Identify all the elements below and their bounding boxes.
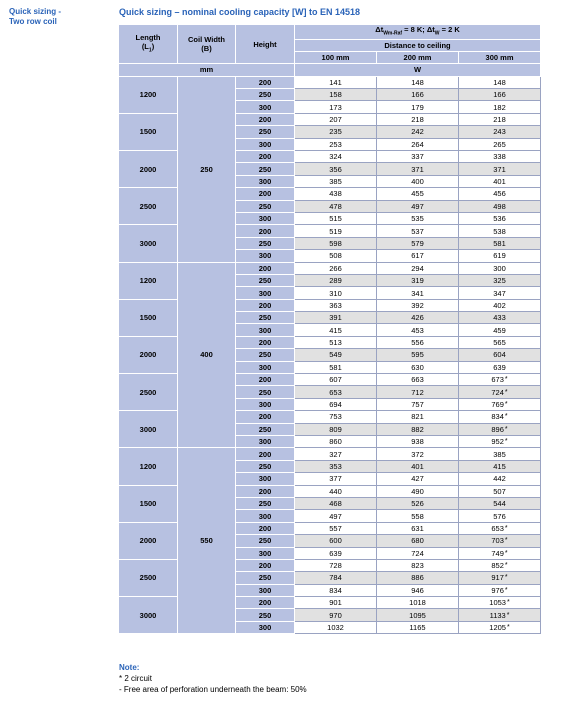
value-cell-200mm: 680: [377, 535, 459, 547]
value-cell-300mm: [459, 237, 541, 249]
height-cell: 200: [236, 299, 295, 311]
value-cell-200mm: 490: [377, 485, 459, 497]
value-cell-300mm: [459, 287, 541, 299]
value-cell-100mm: 557: [295, 522, 377, 534]
length-cell: 1200: [119, 262, 178, 299]
value-text: 300: [493, 263, 506, 273]
value-cell-200mm: 341: [377, 287, 459, 299]
note-line-circuit: * 2 circuit: [119, 674, 152, 683]
value-cell-200mm: 823: [377, 559, 459, 571]
value-text: 749: [491, 548, 504, 558]
value-cell-200mm: 218: [377, 113, 459, 125]
value-cell-200mm: 372: [377, 448, 459, 460]
unit-mm: mm: [119, 64, 295, 76]
value-cell-200mm: 455: [377, 188, 459, 200]
value-text: 1133: [489, 610, 506, 620]
value-cell-200mm: 821: [377, 411, 459, 423]
value-cell-200mm: 426: [377, 312, 459, 324]
height-cell: 200: [236, 559, 295, 571]
height-cell: 300: [236, 473, 295, 485]
header-col-200: 200 mm: [377, 51, 459, 63]
side-title: Quick sizing - Two row coil: [9, 7, 62, 26]
coil-width-cell: 250: [178, 76, 236, 262]
value-cell-100mm: 356: [295, 163, 377, 175]
height-cell: 200: [236, 151, 295, 163]
value-cell-200mm: 179: [377, 101, 459, 113]
table-row: [119, 76, 541, 88]
value-cell-300mm: [459, 138, 541, 150]
height-cell: 200: [236, 485, 295, 497]
height-cell: 300: [236, 250, 295, 262]
value-text: 371: [493, 164, 506, 174]
height-cell: 200: [236, 188, 295, 200]
value-text: 148: [493, 77, 506, 87]
value-cell-300mm: [459, 597, 541, 609]
length-cell: 1500: [119, 299, 178, 336]
table-body: [119, 76, 541, 634]
value-cell-100mm: 235: [295, 126, 377, 138]
value-cell-100mm: 440: [295, 485, 377, 497]
value-text: 498: [493, 201, 506, 211]
value-cell-300mm: [459, 200, 541, 212]
value-text: 653: [491, 523, 504, 533]
value-cell-300mm: [459, 547, 541, 559]
value-cell-200mm: 371: [377, 163, 459, 175]
height-cell: 300: [236, 138, 295, 150]
value-text: 218: [493, 115, 506, 125]
height-cell: 250: [236, 349, 295, 361]
value-cell-100mm: 391: [295, 312, 377, 324]
value-cell-200mm: 757: [377, 398, 459, 410]
length-cell: 1200: [119, 76, 178, 113]
value-text: 1053: [489, 598, 506, 608]
capacity-table: [118, 24, 541, 634]
value-cell-300mm: [459, 497, 541, 509]
value-text: 385: [493, 449, 506, 459]
value-cell-100mm: 324: [295, 151, 377, 163]
height-cell: 250: [236, 126, 295, 138]
value-cell-300mm: [459, 274, 541, 286]
height-cell: 300: [236, 584, 295, 596]
height-cell: 200: [236, 113, 295, 125]
header-col-300: 300 mm: [459, 51, 541, 63]
two-circuit-marker: *: [504, 413, 508, 421]
value-cell-300mm: [459, 89, 541, 101]
value-cell-300mm: [459, 299, 541, 311]
value-cell-300mm: [459, 76, 541, 88]
value-cell-100mm: 289: [295, 274, 377, 286]
value-cell-100mm: 901: [295, 597, 377, 609]
value-text: 182: [493, 102, 506, 112]
table-row: [119, 262, 541, 274]
value-cell-200mm: 242: [377, 126, 459, 138]
value-cell-200mm: 617: [377, 250, 459, 262]
value-cell-200mm: 1165: [377, 621, 459, 633]
value-cell-200mm: 319: [377, 274, 459, 286]
value-text: 338: [493, 152, 506, 162]
length-cell: 2000: [119, 336, 178, 373]
height-cell: 200: [236, 76, 295, 88]
height-cell: 250: [236, 609, 295, 621]
value-text: 604: [493, 350, 506, 360]
value-cell-300mm: [459, 621, 541, 633]
header-conditions: $\Delta t_{Wm-Raf} = 8$ K; $\Delta t_W = 2$ K: [295, 25, 541, 40]
value-cell-100mm: 694: [295, 398, 377, 410]
two-circuit-marker: *: [504, 425, 508, 433]
value-cell-100mm: 497: [295, 510, 377, 522]
length-cell: 2500: [119, 559, 178, 596]
value-text: 265: [493, 139, 506, 149]
value-cell-200mm: 631: [377, 522, 459, 534]
length-cell: 2500: [119, 188, 178, 225]
value-cell-100mm: 415: [295, 324, 377, 336]
value-cell-100mm: 353: [295, 460, 377, 472]
value-cell-200mm: 453: [377, 324, 459, 336]
value-text: 415: [493, 461, 506, 471]
value-text: 166: [493, 90, 506, 100]
value-cell-200mm: 392: [377, 299, 459, 311]
value-cell-200mm: 294: [377, 262, 459, 274]
value-cell-100mm: 266: [295, 262, 377, 274]
value-text: 724: [491, 387, 504, 397]
value-text: 896: [491, 424, 504, 434]
height-cell: 200: [236, 374, 295, 386]
value-cell-300mm: [459, 436, 541, 448]
value-text: 402: [493, 300, 506, 310]
value-cell-300mm: [459, 163, 541, 175]
two-circuit-marker: *: [504, 549, 508, 557]
value-cell-300mm: [459, 473, 541, 485]
length-cell: 3000: [119, 225, 178, 262]
height-cell: 250: [236, 386, 295, 398]
value-cell-100mm: 607: [295, 374, 377, 386]
value-text: 917: [491, 573, 504, 583]
two-circuit-marker: *: [506, 611, 510, 619]
value-text: 576: [493, 511, 506, 521]
value-cell-300mm: [459, 386, 541, 398]
value-cell-200mm: 946: [377, 584, 459, 596]
value-cell-300mm: [459, 336, 541, 348]
value-cell-200mm: 537: [377, 225, 459, 237]
value-cell-300mm: [459, 312, 541, 324]
value-text: 952: [491, 437, 504, 447]
value-cell-300mm: [459, 349, 541, 361]
length-cell: 2500: [119, 374, 178, 411]
value-cell-300mm: [459, 126, 541, 138]
height-cell: 300: [236, 510, 295, 522]
value-cell-100mm: 363: [295, 299, 377, 311]
height-cell: 300: [236, 436, 295, 448]
value-cell-200mm: 663: [377, 374, 459, 386]
height-cell: 250: [236, 535, 295, 547]
value-cell-300mm: [459, 398, 541, 410]
value-cell-200mm: 427: [377, 473, 459, 485]
value-text: 544: [493, 499, 506, 509]
value-cell-100mm: 1032: [295, 621, 377, 633]
header-distance: Distance to ceiling: [295, 39, 541, 51]
two-circuit-marker: *: [506, 624, 510, 632]
length-cell: 1500: [119, 113, 178, 150]
height-cell: 300: [236, 547, 295, 559]
value-text: 852: [491, 561, 504, 571]
value-cell-200mm: 1095: [377, 609, 459, 621]
value-cell-300mm: [459, 559, 541, 571]
height-cell: 300: [236, 101, 295, 113]
height-cell: 250: [236, 274, 295, 286]
value-cell-300mm: [459, 448, 541, 460]
height-cell: 200: [236, 411, 295, 423]
value-cell-200mm: 535: [377, 212, 459, 224]
value-cell-300mm: [459, 535, 541, 547]
value-cell-300mm: [459, 460, 541, 472]
height-cell: 200: [236, 336, 295, 348]
height-cell: 200: [236, 225, 295, 237]
two-circuit-marker: *: [504, 376, 508, 384]
height-cell: 300: [236, 324, 295, 336]
value-cell-100mm: 478: [295, 200, 377, 212]
value-cell-100mm: 253: [295, 138, 377, 150]
height-cell: 200: [236, 522, 295, 534]
value-cell-100mm: 173: [295, 101, 377, 113]
value-cell-300mm: [459, 225, 541, 237]
value-cell-100mm: 598: [295, 237, 377, 249]
height-cell: 250: [236, 89, 295, 101]
height-cell: 300: [236, 175, 295, 187]
height-cell: 300: [236, 361, 295, 373]
value-cell-100mm: 549: [295, 349, 377, 361]
length-cell: 1200: [119, 448, 178, 485]
value-cell-100mm: 970: [295, 609, 377, 621]
height-cell: 250: [236, 423, 295, 435]
value-cell-100mm: 860: [295, 436, 377, 448]
value-cell-100mm: 784: [295, 572, 377, 584]
coil-width-cell: 400: [178, 262, 236, 448]
value-text: 673: [491, 375, 504, 385]
value-cell-300mm: [459, 423, 541, 435]
value-cell-200mm: 558: [377, 510, 459, 522]
value-cell-100mm: 515: [295, 212, 377, 224]
value-cell-200mm: 630: [377, 361, 459, 373]
value-cell-100mm: 377: [295, 473, 377, 485]
two-circuit-marker: *: [504, 401, 508, 409]
value-cell-100mm: 508: [295, 250, 377, 262]
height-cell: 300: [236, 398, 295, 410]
value-cell-300mm: [459, 522, 541, 534]
length-cell: 3000: [119, 597, 178, 634]
two-circuit-marker: *: [504, 562, 508, 570]
value-text: 456: [493, 189, 506, 199]
value-text: 1205: [489, 623, 506, 633]
note-line-perforation: - Free area of perforation underneath the beam: 50%: [119, 685, 307, 694]
value-cell-300mm: [459, 324, 541, 336]
value-text: 769: [491, 400, 504, 410]
height-cell: 250: [236, 572, 295, 584]
height-cell: 250: [236, 200, 295, 212]
value-text: 538: [493, 226, 506, 236]
value-text: 433: [493, 313, 506, 323]
value-cell-100mm: 438: [295, 188, 377, 200]
value-cell-300mm: [459, 374, 541, 386]
header-length: Length $(L_1)$: [119, 25, 178, 64]
value-cell-200mm: 579: [377, 237, 459, 249]
value-cell-200mm: 337: [377, 151, 459, 163]
value-cell-300mm: [459, 151, 541, 163]
value-cell-100mm: 468: [295, 497, 377, 509]
value-cell-300mm: [459, 584, 541, 596]
value-cell-100mm: 207: [295, 113, 377, 125]
value-cell-100mm: 728: [295, 559, 377, 571]
two-circuit-marker: *: [504, 524, 508, 532]
height-cell: 300: [236, 212, 295, 224]
note: [119, 662, 307, 695]
value-cell-200mm: 526: [377, 497, 459, 509]
value-cell-300mm: [459, 609, 541, 621]
value-cell-200mm: 724: [377, 547, 459, 559]
value-cell-300mm: [459, 572, 541, 584]
value-text: 325: [493, 276, 506, 286]
value-cell-200mm: 497: [377, 200, 459, 212]
value-cell-300mm: [459, 212, 541, 224]
value-cell-300mm: [459, 485, 541, 497]
value-cell-200mm: 886: [377, 572, 459, 584]
value-cell-300mm: [459, 411, 541, 423]
value-cell-300mm: [459, 175, 541, 187]
value-cell-100mm: 600: [295, 535, 377, 547]
header-height: Height: [236, 25, 295, 64]
value-cell-100mm: 639: [295, 547, 377, 559]
value-cell-200mm: 401: [377, 460, 459, 472]
height-cell: 250: [236, 312, 295, 324]
value-text: 976: [491, 585, 504, 595]
value-text: 639: [493, 362, 506, 372]
two-circuit-marker: *: [504, 537, 508, 545]
value-text: 507: [493, 486, 506, 496]
value-text: 243: [493, 127, 506, 137]
value-cell-100mm: 158: [295, 89, 377, 101]
two-circuit-marker: *: [506, 599, 510, 607]
value-cell-300mm: [459, 113, 541, 125]
two-circuit-marker: *: [504, 438, 508, 446]
value-cell-200mm: 556: [377, 336, 459, 348]
note-title: Note:: [119, 663, 140, 672]
value-text: 401: [493, 176, 506, 186]
value-cell-300mm: [459, 188, 541, 200]
height-cell: 200: [236, 448, 295, 460]
value-cell-300mm: [459, 250, 541, 262]
value-cell-100mm: 581: [295, 361, 377, 373]
height-cell: 250: [236, 163, 295, 175]
value-text: 347: [493, 288, 506, 298]
value-cell-100mm: 327: [295, 448, 377, 460]
two-circuit-marker: *: [504, 388, 508, 396]
value-cell-200mm: 400: [377, 175, 459, 187]
value-cell-300mm: [459, 510, 541, 522]
value-text: 565: [493, 338, 506, 348]
value-cell-100mm: 809: [295, 423, 377, 435]
value-text: 619: [493, 251, 506, 261]
value-cell-200mm: 938: [377, 436, 459, 448]
value-cell-200mm: 264: [377, 138, 459, 150]
value-cell-100mm: 385: [295, 175, 377, 187]
two-circuit-marker: *: [504, 574, 508, 582]
value-cell-100mm: 310: [295, 287, 377, 299]
value-cell-100mm: 141: [295, 76, 377, 88]
two-circuit-marker: *: [504, 586, 508, 594]
value-text: 442: [493, 474, 506, 484]
coil-width-cell: 550: [178, 448, 236, 634]
page-title: Quick sizing – nominal cooling capacity [W] to EN 14518: [119, 7, 361, 17]
value-cell-100mm: 653: [295, 386, 377, 398]
value-cell-200mm: 595: [377, 349, 459, 361]
height-cell: 200: [236, 262, 295, 274]
value-cell-300mm: [459, 101, 541, 113]
value-cell-200mm: 148: [377, 76, 459, 88]
height-cell: 250: [236, 460, 295, 472]
height-cell: 250: [236, 497, 295, 509]
length-cell: 2000: [119, 151, 178, 188]
header-col-100: 100 mm: [295, 51, 377, 63]
value-cell-100mm: 753: [295, 411, 377, 423]
value-cell-100mm: 513: [295, 336, 377, 348]
value-text: 703: [491, 536, 504, 546]
height-cell: 300: [236, 621, 295, 633]
value-cell-200mm: 712: [377, 386, 459, 398]
value-text: 581: [493, 238, 506, 248]
unit-w: W: [295, 64, 541, 76]
value-cell-100mm: 834: [295, 584, 377, 596]
header-coil-width: Coil Width (B): [178, 25, 236, 64]
value-text: 834: [491, 412, 504, 422]
length-cell: 3000: [119, 411, 178, 448]
length-cell: 1500: [119, 485, 178, 522]
length-cell: 2000: [119, 522, 178, 559]
value-cell-300mm: [459, 262, 541, 274]
value-cell-300mm: [459, 361, 541, 373]
height-cell: 300: [236, 287, 295, 299]
value-cell-200mm: 882: [377, 423, 459, 435]
value-text: 459: [493, 325, 506, 335]
height-cell: 250: [236, 237, 295, 249]
height-cell: 200: [236, 597, 295, 609]
value-cell-200mm: 1018: [377, 597, 459, 609]
value-cell-100mm: 519: [295, 225, 377, 237]
value-text: 536: [493, 214, 506, 224]
value-cell-200mm: 166: [377, 89, 459, 101]
table-row: [119, 448, 541, 460]
